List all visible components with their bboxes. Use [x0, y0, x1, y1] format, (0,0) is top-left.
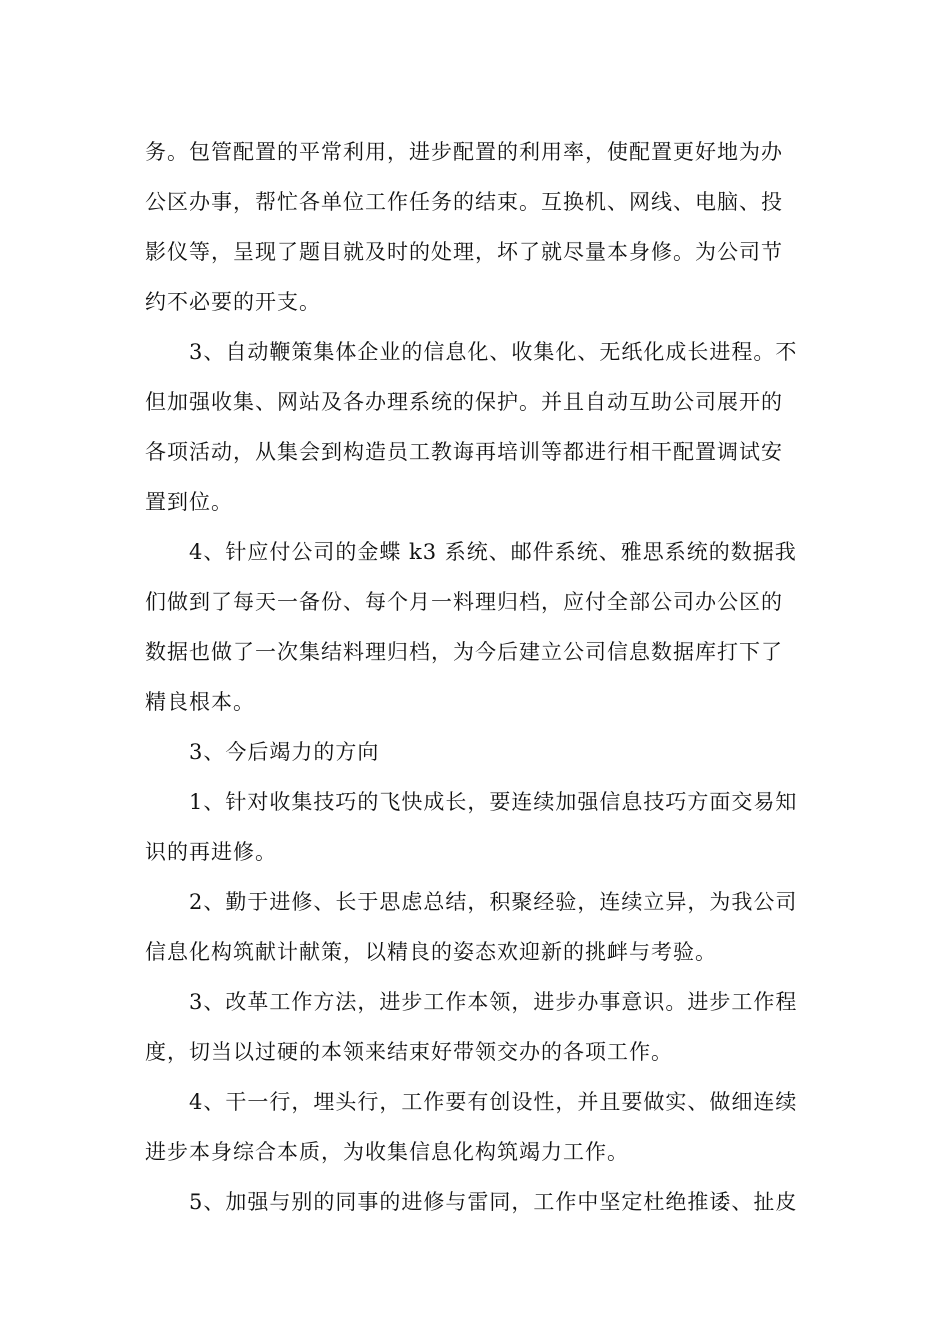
text-line: 5、加强与别的同事的进修与雷同，工作中坚定杜绝推诿、扯皮	[189, 1190, 798, 1214]
text-line: 数据也做了一次集结料理归档，为今后建立公司信息数据库打下了	[145, 640, 783, 664]
text-line: 2、勤于进修、长于思虑总结，积聚经验，连续立异，为我公司	[189, 890, 798, 914]
text-line: 们做到了每天一备份、每个月一料理归档，应付全部公司办公区的	[145, 590, 783, 614]
text-line: 置到位。	[145, 490, 233, 514]
text-line: 约不必要的开支。	[145, 290, 321, 314]
text-line: 公区办事，帮忙各单位工作任务的结束。互换机、网线、电脑、投	[145, 190, 783, 214]
document-body	[145, 127, 810, 1227]
text-line: 各项活动，从集会到构造员工教诲再培训等都进行相干配置调试安	[145, 440, 783, 464]
text-line: 但加强收集、网站及各办理系统的保护。并且自动互助公司展开的	[145, 390, 783, 414]
text-line: 影仪等，呈现了题目就及时的处理，坏了就尽量本身修。为公司节	[145, 240, 783, 264]
text-line: 进步本身综合本质，为收集信息化构筑竭力工作。	[145, 1140, 629, 1164]
text-line: 3、自动鞭策集体企业的信息化、收集化、无纸化成长进程。不	[189, 340, 798, 364]
text-line: 识的再进修。	[145, 840, 277, 864]
text-line: 精良根本。	[145, 690, 255, 714]
text-line: 3、今后竭力的方向	[189, 740, 380, 764]
text-line: 1、针对收集技巧的飞快成长，要连续加强信息技巧方面交易知	[189, 790, 798, 814]
text-line: 4、针应付公司的金蝶 k3 系统、邮件系统、雅思系统的数据我	[189, 540, 797, 564]
text-line: 3、改革工作方法，进步工作本领，进步办事意识。进步工作程	[189, 990, 798, 1014]
text-line: 信息化构筑献计献策，以精良的姿态欢迎新的挑衅与考验。	[145, 940, 717, 964]
text-line: 4、干一行，埋头行，工作要有创设性，并且要做实、做细连续	[189, 1090, 798, 1114]
text-line: 度，切当以过硬的本领来结束好带领交办的各项工作。	[145, 1040, 673, 1064]
text-line: 务。包管配置的平常利用，进步配置的利用率，使配置更好地为办	[145, 140, 783, 164]
